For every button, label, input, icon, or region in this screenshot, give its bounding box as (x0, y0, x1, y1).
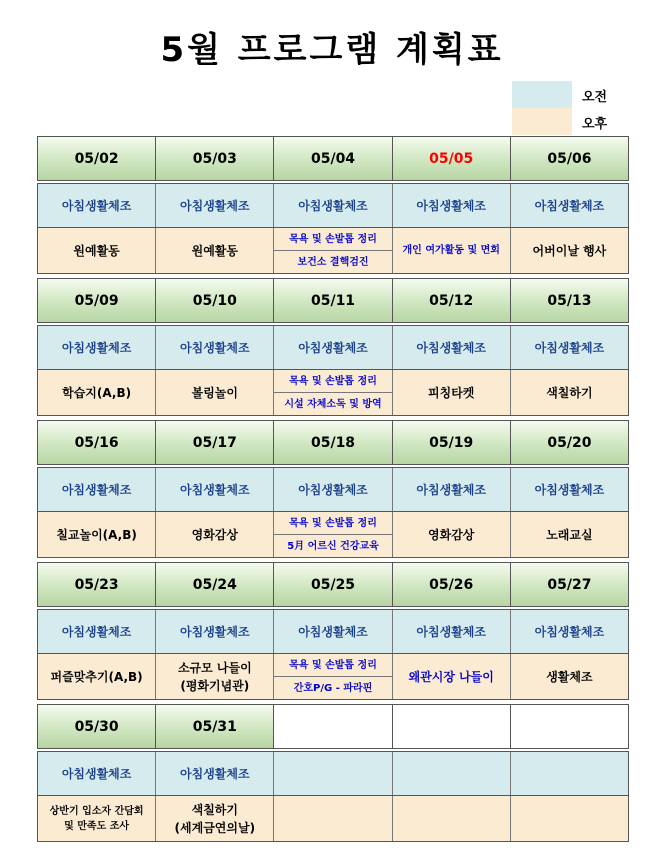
morning-program: 아침생활체조 (393, 468, 511, 511)
afternoon-program-line: 상반기 입소자 간담회 (49, 805, 144, 817)
afternoon-program-line: 시설 자체소독 및 방역 (284, 398, 382, 410)
date-cell: 05/20 (511, 421, 628, 464)
afternoon-program (393, 370, 511, 415)
legend-pm-label: 오후 (582, 117, 608, 132)
week-block (37, 562, 629, 700)
afternoon-program-line: 피칭타켓 (428, 385, 475, 400)
afternoon-program-line: 5月 어르신 건강교육 (287, 540, 379, 552)
afternoon-program (393, 228, 511, 273)
morning-row (37, 609, 629, 654)
week-block (37, 420, 629, 558)
week-block (37, 278, 629, 416)
morning-program (393, 752, 511, 795)
date-cell: 05/31 (156, 705, 274, 748)
afternoon-program-line: 영화감상 (191, 527, 238, 542)
date-cell (511, 705, 628, 748)
morning-program: 아침생활체조 (274, 184, 392, 227)
date-cell (393, 705, 511, 748)
afternoon-program (156, 796, 274, 841)
date-cell: 05/24 (156, 563, 274, 606)
afternoon-program (156, 370, 274, 415)
date-cell: 05/09 (38, 279, 156, 322)
morning-program: 아침생활체조 (274, 468, 392, 511)
date-cell: 05/26 (393, 563, 511, 606)
afternoon-row (37, 796, 629, 842)
morning-program (511, 752, 628, 795)
morning-program: 아침생활체조 (38, 468, 156, 511)
date-cell: 05/19 (393, 421, 511, 464)
afternoon-program (511, 654, 628, 699)
date-cell: 05/06 (511, 137, 628, 180)
afternoon-program-line: 목욕 및 손발톱 정리 (274, 512, 391, 535)
morning-program: 아침생활체조 (511, 610, 628, 653)
legend-pm (512, 108, 628, 135)
morning-program: 아침생활체조 (38, 184, 156, 227)
legend-am-swatch (512, 81, 572, 108)
afternoon-program (274, 796, 392, 841)
morning-program: 아침생활체조 (511, 468, 628, 511)
date-cell: 05/17 (156, 421, 274, 464)
page-title: 5월 프로그램 계획표 (160, 30, 504, 70)
afternoon-program-split (274, 654, 392, 699)
morning-program: 아침생활체조 (274, 326, 392, 369)
date-row (37, 704, 629, 749)
date-row (37, 278, 629, 323)
date-cell: 05/16 (38, 421, 156, 464)
legend-am-label: 오전 (582, 90, 608, 105)
afternoon-program-line: 개인 여가활동 및 면회 (402, 245, 500, 256)
afternoon-program (393, 512, 511, 557)
date-cell: 05/13 (511, 279, 628, 322)
date-cell: 05/18 (274, 421, 392, 464)
afternoon-program-split (274, 228, 392, 273)
afternoon-program (156, 228, 274, 273)
afternoon-program-line: 간호P/G - 파라핀 (293, 682, 373, 694)
morning-program: 아침생활체조 (511, 184, 628, 227)
morning-program: 아침생활체조 (156, 468, 274, 511)
morning-program: 아침생활체조 (274, 610, 392, 653)
date-cell: 05/23 (38, 563, 156, 606)
afternoon-program-line: (세계금연의날) (174, 820, 256, 835)
afternoon-program-line: 목욕 및 손발톱 정리 (274, 370, 391, 393)
morning-program: 아침생활체조 (156, 184, 274, 227)
morning-program: 아침생활체조 (156, 610, 274, 653)
date-cell: 05/04 (274, 137, 392, 180)
afternoon-program (156, 512, 274, 557)
morning-row (37, 467, 629, 512)
date-cell: 05/30 (38, 705, 156, 748)
afternoon-program (393, 796, 511, 841)
date-row (37, 136, 629, 181)
week-block (37, 136, 629, 274)
morning-program: 아침생활체조 (38, 326, 156, 369)
date-cell: 05/05 (393, 137, 511, 180)
afternoon-program (511, 512, 628, 557)
afternoon-program (38, 370, 156, 415)
morning-program: 아침생활체조 (393, 326, 511, 369)
date-cell: 05/12 (393, 279, 511, 322)
afternoon-program-split (274, 370, 392, 415)
afternoon-program (38, 796, 156, 841)
morning-program: 아침생활체조 (393, 610, 511, 653)
afternoon-program (393, 654, 511, 699)
afternoon-program (511, 370, 628, 415)
afternoon-row (37, 228, 629, 274)
afternoon-program-line: 노래교실 (546, 527, 593, 542)
afternoon-program-line: 원예활동 (73, 243, 120, 258)
afternoon-program-line: 왜관시장 나들이 (408, 669, 494, 684)
afternoon-program-line: 볼링놀이 (191, 385, 238, 400)
afternoon-program-line: 원예활동 (191, 243, 238, 258)
afternoon-program (38, 654, 156, 699)
morning-program: 아침생활체조 (156, 752, 274, 795)
morning-row (37, 183, 629, 228)
week-block (37, 704, 629, 842)
afternoon-program (38, 228, 156, 273)
afternoon-program-line: 목욕 및 손발톱 정리 (274, 228, 391, 251)
morning-program: 아침생활체조 (156, 326, 274, 369)
afternoon-program-line: 퍼즐맞추기(A,B) (50, 669, 143, 684)
morning-program: 아침생활체조 (393, 184, 511, 227)
afternoon-program-line: 색칠하기 (546, 385, 593, 400)
legend-am (512, 81, 628, 108)
date-cell: 05/10 (156, 279, 274, 322)
afternoon-program (511, 796, 628, 841)
date-row (37, 420, 629, 465)
afternoon-program-line: 및 만족도 조사 (64, 820, 130, 832)
morning-program: 아침생활체조 (511, 326, 628, 369)
afternoon-row (37, 654, 629, 700)
date-cell (274, 705, 392, 748)
date-cell: 05/25 (274, 563, 392, 606)
morning-program: 아침생활체조 (38, 610, 156, 653)
legend-pm-swatch (512, 108, 572, 135)
afternoon-program-split (274, 512, 392, 557)
date-row (37, 562, 629, 607)
afternoon-program-line: (평화기념관) (180, 678, 250, 693)
afternoon-program-line: 소규모 나들이 (177, 660, 252, 675)
date-cell: 05/27 (511, 563, 628, 606)
afternoon-program-line: 보건소 결핵검진 (297, 256, 369, 268)
afternoon-program (511, 228, 628, 273)
afternoon-program-line: 칠교놀이(A,B) (56, 527, 137, 542)
morning-program (274, 752, 392, 795)
morning-row (37, 751, 629, 796)
afternoon-row (37, 370, 629, 416)
afternoon-program-line: 색칠하기 (191, 802, 238, 817)
morning-program: 아침생활체조 (38, 752, 156, 795)
afternoon-program-line: 목욕 및 손발톱 정리 (274, 654, 391, 677)
morning-row (37, 325, 629, 370)
afternoon-program-line: 어버이날 행사 (532, 243, 607, 258)
date-cell: 05/02 (38, 137, 156, 180)
afternoon-program-line: 학습지(A,B) (62, 385, 132, 400)
date-cell: 05/11 (274, 279, 392, 322)
afternoon-row (37, 512, 629, 558)
afternoon-program-line: 생활체조 (546, 669, 593, 684)
schedule-grid (37, 136, 629, 846)
afternoon-program (38, 512, 156, 557)
afternoon-program (156, 654, 274, 699)
date-cell: 05/03 (156, 137, 274, 180)
afternoon-program-line: 영화감상 (428, 527, 475, 542)
